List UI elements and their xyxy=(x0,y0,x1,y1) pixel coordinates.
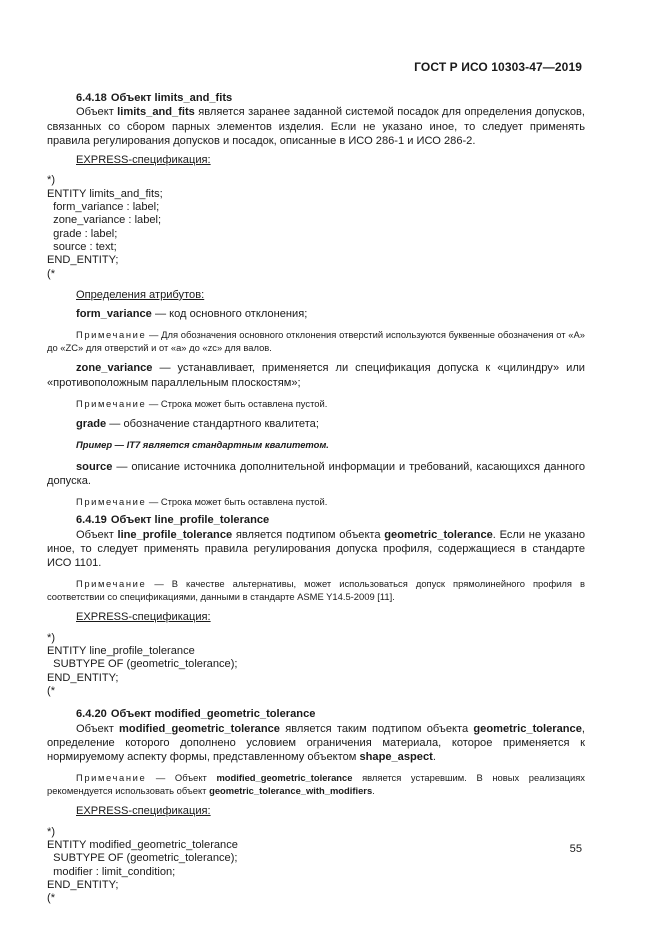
express-code-block: *) ENTITY line_profile_tolerance SUBTYPE OF (geometric_tolerance); END_ENTITY; (* xyxy=(47,631,238,697)
note: Примечание — Строка может быть оставлена пустой. xyxy=(76,398,328,410)
express-label: EXPRESS-спецификация: xyxy=(76,611,211,624)
page-body xyxy=(47,91,585,905)
attribute-definition: source — описание источника дополнительной информации и требований, касающихся данного допуска. xyxy=(47,460,585,487)
attribute-definition: form_variance — код основного отклонения; xyxy=(76,308,308,321)
note: Примечание — В качестве альтернативы, может использоваться допуск прямолинейного профиля в соответствии со спецификациями, данными в стандарте ASME Y14.5-2009 [11]. xyxy=(47,578,585,603)
page-number: 55 xyxy=(569,843,582,855)
section-heading-6-4-19 xyxy=(47,513,585,527)
attribute-definition: grade — обозначение стандартного квалитета; xyxy=(76,418,319,431)
express-code-block: *) ENTITY modified_geometric_tolerance SUBTYPE OF (geometric_tolerance); modifier : limit_condition; END_ENTITY; (* xyxy=(47,825,238,905)
paragraph: Объект modified_geometric_tolerance является таким подтипом объекта geometric_tolerance, определение которого дополнено условием ограничения материала, которое применяется к нормируемому аспекту формы, представленному объектом shape_aspect. xyxy=(47,722,585,764)
attributes-label: Определения атрибутов: xyxy=(76,288,205,301)
note: Примечание — Для обозначения основного отклонения отверстий используются буквенные обозначения от «А» до «ZC» для отверстий и от «а» до «zc» для валов. xyxy=(47,329,585,354)
section-title: Объект modified_geometric_tolerance xyxy=(110,708,316,721)
entity-ref: limits_and_fits xyxy=(117,106,195,119)
section-title: Объект line_profile_tolerance xyxy=(110,514,270,527)
section-number: 6.4.20 xyxy=(76,708,107,721)
paragraph: Объект limits_and_fits является заранее заданной системой посадок для определения допусков, связанных со сбором парных элементов изделия. Если не указано иное, то следует применять правила регулирования допусков и посадок, описанные в ИСО 286-1 и ИСО 286-2. xyxy=(47,106,585,147)
section-title: Объект limits_and_fits xyxy=(110,92,233,104)
note: Примечание — Объект modified_geometric_tolerance является устаревшим. В новых реализациях рекомендуется использовать объект geometric_tolerance_with_modifiers. xyxy=(47,772,585,797)
section-heading-6-4-18 xyxy=(47,91,585,105)
express-code-block: *) ENTITY limits_and_fits; form_variance : label; zone_variance : label; grade : label; source : text; END_ENTITY; (* xyxy=(47,174,163,280)
paragraph: Объект line_profile_tolerance является подтипом объекта geometric_tolerance. Если не указано иное, то следует применять правила регулирования допуска профиля, содержащиеся в стандарте ИСО 1101. xyxy=(47,528,586,570)
note: Примечание — Строка может быть оставлена пустой. xyxy=(76,496,328,508)
express-label: EXPRESS-спецификация: xyxy=(76,154,211,167)
express-label: EXPRESS-спецификация: xyxy=(76,805,211,818)
section-number: 6.4.18 xyxy=(76,92,107,104)
attribute-definition: zone_variance — устанавливает, применяется ли спецификация допуска к «цилиндру» или «противоположным параллельным плоскостям»; xyxy=(47,362,585,389)
document-header: ГОСТ Р ИСО 10303-47—2019 xyxy=(414,60,582,74)
section-heading-6-4-20 xyxy=(47,707,585,721)
section-number: 6.4.19 xyxy=(76,514,107,527)
example: Пример — IT7 является стандартным квалитетом. xyxy=(76,439,329,451)
